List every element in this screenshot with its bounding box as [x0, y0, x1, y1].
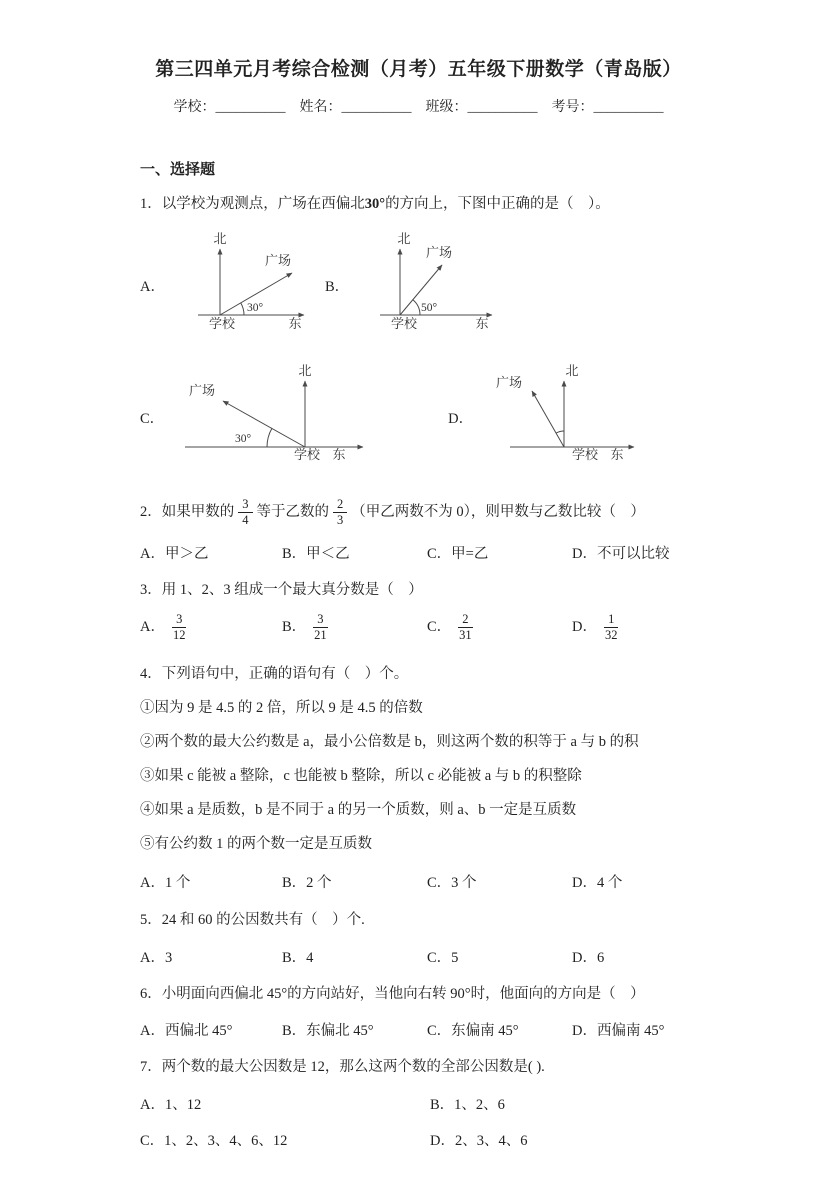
- q2-stem-text: 2．如果甲数的: [140, 504, 235, 521]
- name-blank: 姓名：__________: [299, 100, 412, 115]
- q3-stem: 3．用 1、2、3 组成一个最大真分数是（ ）: [140, 582, 423, 599]
- q2-option-c: C．甲=乙: [427, 546, 489, 563]
- diagram-a: [168, 231, 313, 339]
- angle-arc: [267, 428, 272, 447]
- fraction: [169, 612, 190, 643]
- fraction-numerator: 2: [333, 497, 347, 513]
- q1-stem-angle: 30°: [364, 196, 386, 212]
- q5-option-c: C．5: [427, 949, 459, 966]
- north-label: 北: [213, 231, 227, 247]
- fraction-two-thirds: [333, 497, 347, 528]
- fraction: [601, 612, 622, 643]
- q3-option-b: [282, 612, 427, 643]
- q2-option-d: D．不可以比较: [572, 546, 670, 563]
- angle-arc: [413, 300, 420, 315]
- school-label: 学校: [572, 447, 599, 463]
- fraction: [455, 612, 476, 643]
- fraction-denominator: 4: [242, 513, 249, 528]
- angle-label: 30°: [246, 302, 264, 315]
- q1-option-b-label: B．: [324, 278, 350, 295]
- north-label: 北: [298, 363, 312, 379]
- fraction-numerator: 2: [458, 612, 472, 628]
- q1-option-d-label: D．: [448, 410, 474, 427]
- fraction-numerator: 3: [313, 612, 327, 628]
- q1-diagram-row-1: [140, 231, 697, 339]
- q7-option-b: B．1、2、6: [430, 1096, 505, 1113]
- fraction-numerator: 3: [172, 612, 186, 628]
- q6-option-b: B．东偏北 45°: [282, 1023, 374, 1040]
- diagram-b: [352, 231, 502, 339]
- diagram-c: [167, 363, 372, 471]
- school-label: 学校: [294, 447, 321, 463]
- fraction-numerator: 3: [238, 497, 252, 513]
- q7-options: [140, 1093, 697, 1150]
- q2-options: [140, 542, 697, 563]
- q5-option-a: A．3: [140, 949, 173, 966]
- page-title: 第三四单元月考综合检测（月考）五年级下册数学（青岛版）: [155, 59, 682, 80]
- school-label: 学校: [391, 316, 418, 332]
- q4-statement-2: ②两个数的最大公约数是 a，最小公倍数是 b，则这两个数的积等于 a 与 b 的积: [140, 734, 639, 751]
- east-label: 东: [610, 447, 624, 463]
- q1-stem-text-2: 的方向上，下图中正确的是（ ）。: [385, 196, 610, 212]
- class-blank: 班级：__________: [425, 100, 538, 115]
- plaza-label: 广场: [189, 383, 216, 399]
- north-label: 北: [397, 231, 411, 247]
- q4-option-c: C．3 个: [427, 875, 477, 892]
- diagram-d: [476, 363, 641, 471]
- east-label: 东: [288, 316, 302, 332]
- student-info-line: [140, 96, 697, 116]
- fraction-denominator: 31: [459, 627, 472, 642]
- q4-statement-4: ④如果 a 是质数，b 是不同于 a 的另一个质数，则 a、b 一定是互质数: [140, 802, 577, 819]
- q5-option-d: D．6: [572, 949, 605, 966]
- q1-stem-text: 1．以学校为观测点，广场在西偏北: [140, 196, 365, 212]
- q4-option-a: A．1 个: [140, 875, 191, 892]
- q2-stem-text-2: 等于乙数的: [256, 504, 329, 521]
- q5-stem: 5．24 和 60 的公因数共有（ ）个.: [140, 912, 365, 929]
- fraction-numerator: 1: [604, 612, 618, 628]
- q2-option-a: A．甲＞乙: [140, 546, 209, 563]
- q1-stem: [140, 193, 697, 215]
- q4-statement-3: ③如果 c 能被 a 整除，c 也能被 b 整除，所以 c 必能被 a 与 b 的积整除: [140, 768, 582, 785]
- q4-options: [140, 871, 697, 892]
- school-blank: 学校：__________: [173, 100, 286, 115]
- plaza-label: 广场: [496, 375, 523, 391]
- q4-stem: 4．下列语句中，正确的语句有（ ）个。: [140, 665, 409, 682]
- q3-options: [140, 612, 697, 643]
- option-label: D．: [572, 618, 597, 635]
- q4-statement-1: ①因为 9 是 4.5 的 2 倍，所以 9 是 4.5 的倍数: [140, 700, 423, 717]
- angle-label: 50°: [421, 302, 438, 315]
- plaza-ray: [532, 391, 564, 447]
- q5-option-b: B．4: [282, 949, 314, 966]
- q3-option-a: [140, 612, 282, 643]
- fraction-denominator: 12: [172, 627, 186, 642]
- angle-arc: [556, 431, 564, 433]
- q3-option-c: [427, 612, 572, 643]
- q7-option-d: D．2、3、4、6: [430, 1132, 528, 1149]
- option-label: A．: [140, 618, 165, 635]
- fraction-denominator: 21: [314, 627, 327, 642]
- q4-option-b: B．2 个: [282, 875, 332, 892]
- q7-option-a: A．1、12: [140, 1096, 202, 1113]
- fraction-three-fourths: [238, 497, 252, 528]
- q1-option-a-label: A．: [140, 278, 165, 295]
- q3-option-d: [572, 612, 697, 643]
- q6-option-d: D．西偏南 45°: [572, 1023, 665, 1040]
- q6-option-c: C．东偏南 45°: [427, 1023, 519, 1040]
- north-label: 北: [565, 363, 579, 379]
- plaza-label: 广场: [426, 245, 453, 261]
- q5-options: [140, 946, 697, 967]
- angle-label: 30°: [235, 433, 252, 446]
- q1-option-c-label: C．: [140, 410, 165, 427]
- q7-stem: 7．两个数的最大公因数是 12，那么这两个数的全部公因数是( ).: [140, 1059, 545, 1076]
- fraction-denominator: 3: [337, 513, 344, 528]
- section-heading: 一、选择题: [140, 162, 216, 178]
- exam-number-blank: 考号：__________: [551, 100, 664, 115]
- east-label: 东: [475, 316, 489, 332]
- plaza-label: 广场: [264, 253, 291, 269]
- q2-option-b: B．甲＜乙: [282, 546, 350, 563]
- option-label: C．: [427, 618, 452, 635]
- q2-stem-text-3: （甲乙两数不为 0），则甲数与乙数比较（ ）: [351, 504, 645, 521]
- angle-arc: [241, 303, 244, 315]
- east-label: 东: [332, 447, 346, 463]
- q7-option-c: C．1、2、3、4、6、12: [140, 1132, 288, 1149]
- q4-statement-5: ⑤有公约数 1 的两个数一定是互质数: [140, 836, 372, 853]
- school-label: 学校: [208, 316, 235, 332]
- q2-stem: [140, 497, 697, 528]
- q6-options: [140, 1019, 697, 1040]
- q6-option-a: A．西偏北 45°: [140, 1023, 233, 1040]
- q4-option-d: D．4 个: [572, 875, 623, 892]
- fraction-denominator: 32: [604, 627, 618, 642]
- option-label: B．: [282, 618, 307, 635]
- fraction: [310, 612, 331, 643]
- q6-stem: 6．小明面向西偏北 45°的方向站好，当他向右转 90°时，他面向的方向是（ ）: [140, 985, 645, 1002]
- q1-diagram-row-2: [140, 363, 697, 471]
